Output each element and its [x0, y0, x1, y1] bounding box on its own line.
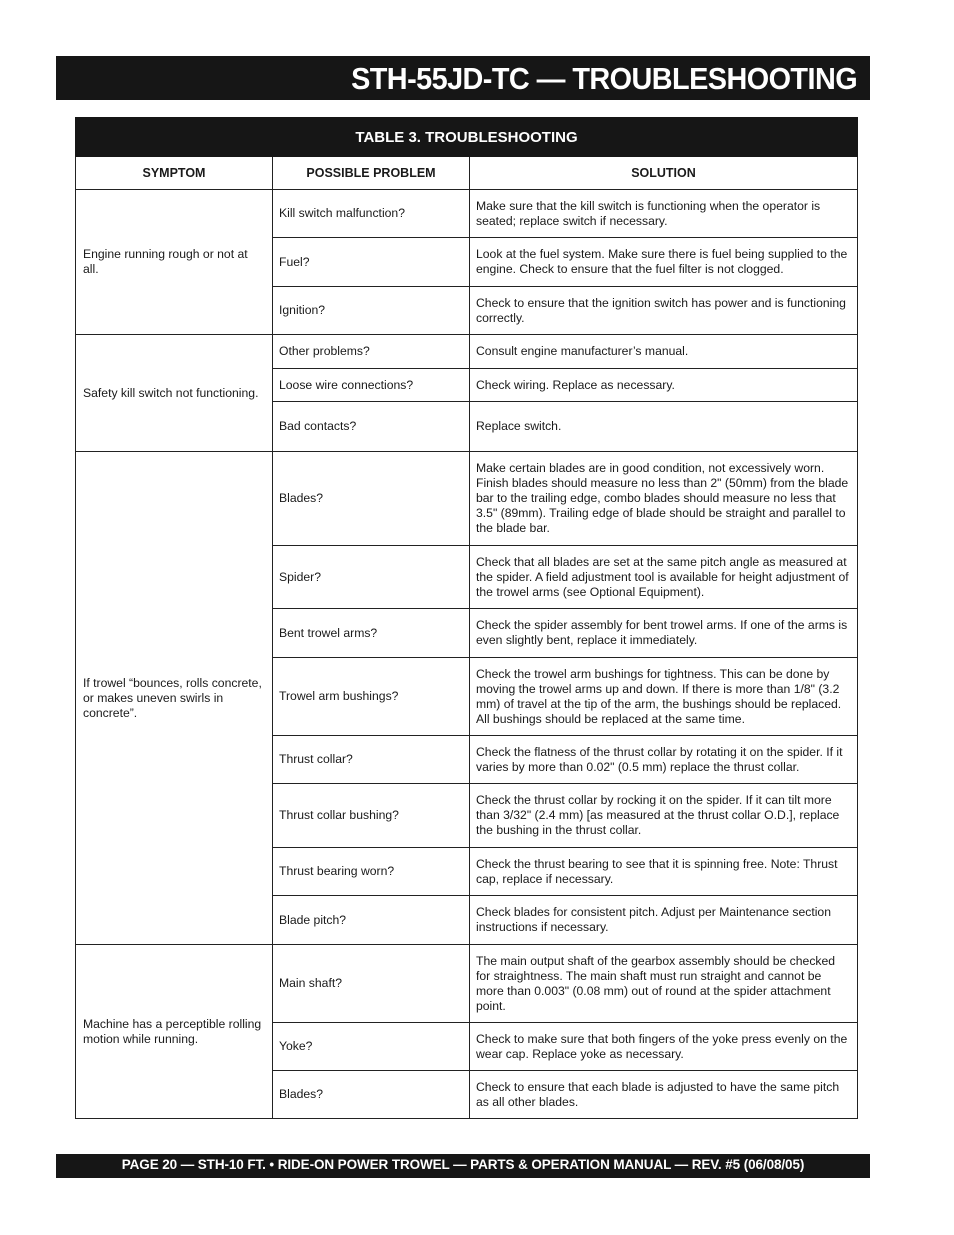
column-header-solution: SOLUTION: [470, 157, 858, 190]
symptom-cell: Engine running rough or not at all.: [76, 190, 273, 335]
table-caption-row: [76, 118, 858, 157]
page-title: STH-55JD-TC — TROUBLESHOOTING: [351, 61, 857, 96]
solution-cell: Check the thrust bearing to see that it is spinning free. Note: Thrust cap, replace if necessary.: [470, 848, 858, 896]
solution-cell: Make certain blades are in good condition, not excessively worn. Finish blades should measure no less than 2" (50mm) from the blade bar to the trailing edge, combo blades should measure no less that 3.5" (89mm). Trailing edge of blade should be straight and parallel to the blade bar.: [470, 452, 858, 546]
solution-cell: Replace switch.: [470, 402, 858, 452]
solution-cell: Check to ensure that the ignition switch has power and is functioning correctly.: [470, 287, 858, 335]
problem-cell: Blades?: [273, 1071, 470, 1119]
problem-cell: Kill switch malfunction?: [273, 190, 470, 238]
table-row: [76, 190, 858, 238]
problem-cell: Bad contacts?: [273, 402, 470, 452]
problem-cell: Thrust bearing worn?: [273, 848, 470, 896]
table-row: [76, 945, 858, 1023]
solution-cell: Check to ensure that each blade is adjusted to have the same pitch as all other blades.: [470, 1071, 858, 1119]
solution-cell: The main output shaft of the gearbox assembly should be checked for straightness. The main shaft must run straight and cannot be more than 0.003" (0.08 mm) out of round at the spider attachment point.: [470, 945, 858, 1023]
problem-cell: Main shaft?: [273, 945, 470, 1023]
symptom-cell: Safety kill switch not functioning.: [76, 335, 273, 452]
table-row: [76, 335, 858, 369]
problem-cell: Ignition?: [273, 287, 470, 335]
solution-cell: Make sure that the kill switch is functioning when the operator is seated; replace switch if necessary.: [470, 190, 858, 238]
solution-cell: Check wiring. Replace as necessary.: [470, 369, 858, 402]
page-footer: PAGE 20 — STH-10 FT. • RIDE-ON POWER TROWEL — PARTS & OPERATION MANUAL — REV. #5 (06/08/05): [121, 1157, 805, 1172]
problem-cell: Other problems?: [273, 335, 470, 369]
solution-cell: Check the spider assembly for bent trowel arms. If one of the arms is even slightly bent, replace it immediately.: [470, 609, 858, 658]
symptom-cell: Machine has a perceptible rolling motion while running.: [76, 945, 273, 1119]
solution-cell: Check that all blades are set at the same pitch angle as measured at the spider. A field adjustment tool is available for height adjustment of the trowel arms (see Optional Equipment).: [470, 546, 858, 609]
problem-cell: Blades?: [273, 452, 470, 546]
problem-cell: Thrust collar bushing?: [273, 784, 470, 848]
problem-cell: Trowel arm bushings?: [273, 658, 470, 736]
problem-cell: Loose wire connections?: [273, 369, 470, 402]
solution-cell: Check to make sure that both fingers of the yoke press evenly on the wear cap. Replace yoke as necessary.: [470, 1023, 858, 1071]
problem-cell: Thrust collar?: [273, 736, 470, 784]
table-header-row: [76, 157, 858, 190]
problem-cell: Spider?: [273, 546, 470, 609]
solution-cell: Check blades for consistent pitch. Adjust per Maintenance section instructions if necessary.: [470, 896, 858, 945]
troubleshooting-table: [75, 117, 858, 1119]
table-caption: TABLE 3. TROUBLESHOOTING: [76, 118, 858, 157]
page-footer-bar: [56, 1154, 870, 1178]
solution-cell: Check the trowel arm bushings for tightness. This can be done by moving the trowel arms up and down. If there is more than 1/8" (3.2 mm) of travel at the tip of the arm, the bushings should be replaced. All bushings should be replaced at the same time.: [470, 658, 858, 736]
problem-cell: Yoke?: [273, 1023, 470, 1071]
solution-cell: Check the flatness of the thrust collar by rotating it on the spider. If it varies by more than 0.02" (0.5 mm) replace the thrust collar.: [470, 736, 858, 784]
solution-cell: Look at the fuel system. Make sure there is fuel being supplied to the engine. Check to ensure that the fuel filter is not clogged.: [470, 238, 858, 287]
problem-cell: Fuel?: [273, 238, 470, 287]
column-header-problem: POSSIBLE PROBLEM: [273, 157, 470, 190]
symptom-cell: If trowel “bounces, rolls concrete, or makes uneven swirls in concrete”.: [76, 452, 273, 945]
solution-cell: Consult engine manufacturer’s manual.: [470, 335, 858, 369]
column-header-symptom: SYMPTOM: [76, 157, 273, 190]
solution-cell: Check the thrust collar by rocking it on the spider. If it can tilt more than 3/32" (2.4 mm) [as measured at the thrust collar O.D.], replace the bushing in the thrust collar.: [470, 784, 858, 848]
problem-cell: Bent trowel arms?: [273, 609, 470, 658]
table-row: [76, 452, 858, 546]
problem-cell: Blade pitch?: [273, 896, 470, 945]
page-title-bar: [56, 56, 870, 100]
